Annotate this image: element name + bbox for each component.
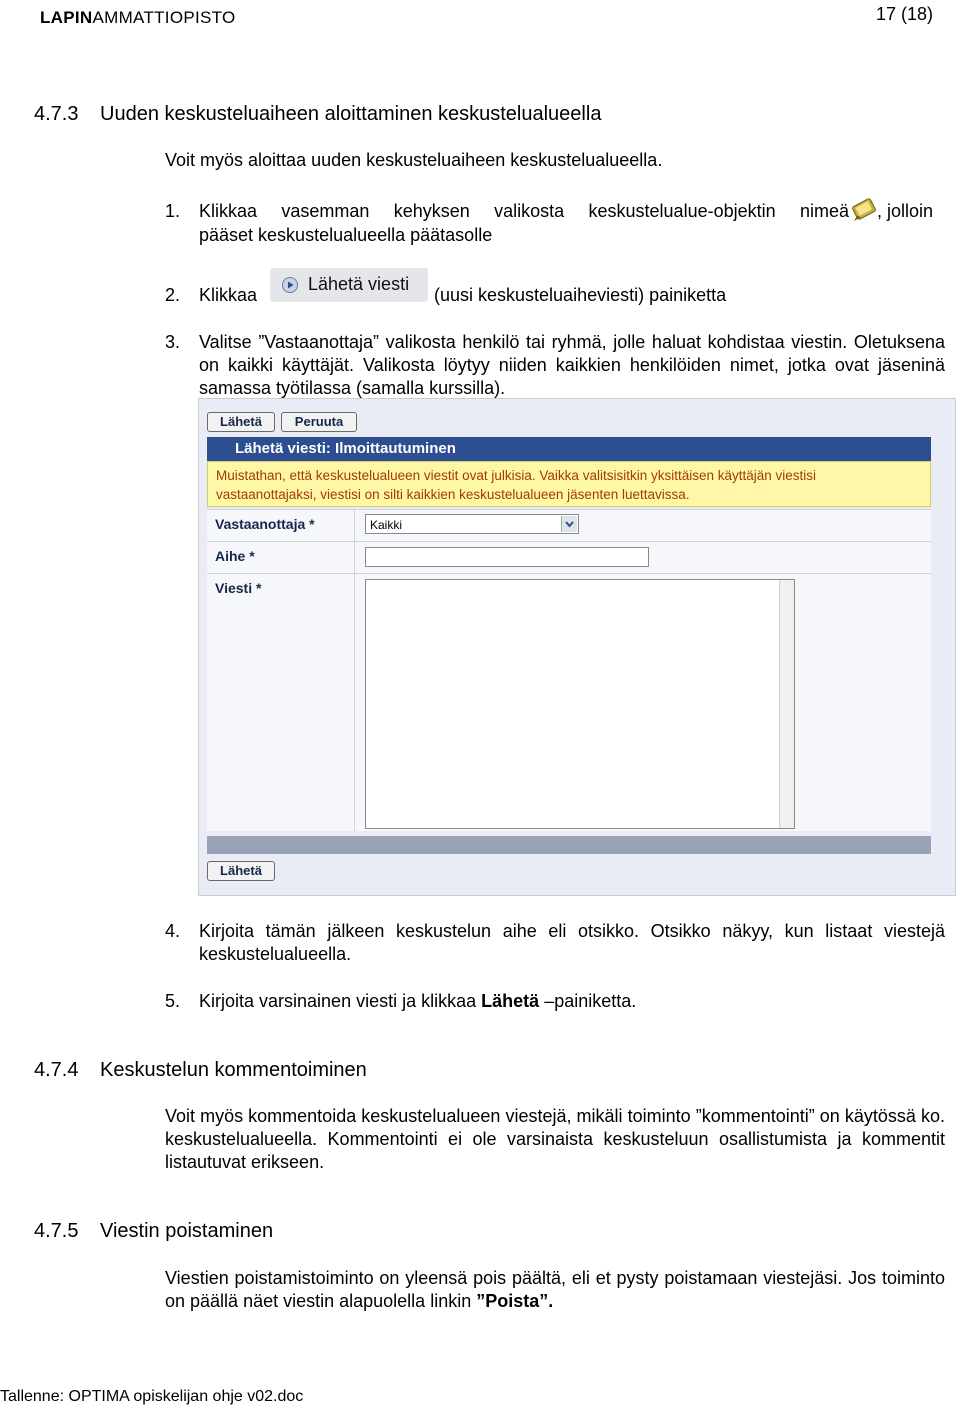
section-title-475: Viestin poistaminen [100,1220,274,1242]
step-5-number: 5. [165,991,181,1011]
send-message-button-label: Lähetä viesti [308,274,410,294]
recipient-label: Vastaanottaja * [207,510,355,541]
section-474-text: Voit myös kommentoida keskustelualueen viestejä, mikäli toiminto ”kommentointi” on käytössä ko. keskustelualueella. Kommentointi ei ole varsinaista keskusteluun osallistumista ja kommentit listautuvat erikseen. [165,1106,945,1172]
recipient-row [207,509,931,541]
step-4-text: Kirjoita tämän jälkeen keskustelun aihe eli otsikko. Otsikko näkyy, kun listaat viestejä keskustelualueella. [199,921,945,964]
notice-line-2: vastaanottajaksi, viestisi on silti kaikkien keskustelualueen jäsenten luettavissa. [216,487,690,502]
form-title: Lähetä viesti: Ilmoittautuminen [207,437,931,461]
step-5-text: Kirjoita varsinainen viesti ja klikkaa Lähetä –painiketta. [199,991,637,1011]
notice-line-1: Muistathan, että keskustelualueen viestit ovat julkisia. Vaikka valitsisitkin yksittäisen käyttäjän viestisi [216,468,817,483]
message-textarea[interactable] [365,579,795,829]
section-number-473: 4.7.3 [34,103,79,125]
section-475-text: Viestien poistamistoiminto on yleensä pois päältä, eli et pysty poistamaan viestejäsi. Jos toiminto on päällä näet viestin alapuolella linkin ”Poista”. [165,1268,945,1311]
step-1-text-cont: , jolloin [877,201,934,221]
subject-row [207,541,931,573]
step-1-text-line2: pääset keskustelualueella päätasolle [199,225,493,245]
logo: LAPINAMMATTIOPISTO [40,8,236,27]
form-screenshot [198,398,956,896]
step-2-text-cont: (uusi keskusteluaiheviesti) painiketta [434,285,727,305]
chevron-down-icon [561,516,577,532]
play-icon [282,277,298,298]
public-notice [207,461,931,507]
step-1-number: 1. [165,201,181,221]
send-message-button-image [270,268,428,302]
step-2-number: 2. [165,285,181,305]
step-3-number: 3. [165,332,181,352]
page-number: 17 (18) [876,4,934,24]
textarea-scrollbar[interactable] [779,580,794,828]
section-number-475: 4.7.5 [34,1220,79,1242]
step-2-text: Klikkaa [199,285,258,305]
send-button-bottom[interactable]: Lähetä [207,861,275,881]
message-label: Viesti * [207,574,355,831]
section-title-473: Uuden keskusteluaiheen aloittaminen keskustelualueella [100,103,602,125]
step-4-number: 4. [165,921,181,941]
step-1-text: Klikkaa vasemman kehyksen valikosta keskustelualue-objektin nimeä [199,201,849,221]
cancel-button[interactable]: Peruuta [281,412,357,432]
intro-text: Voit myös aloittaa uuden keskusteluaiheen keskustelualueella. [165,150,663,170]
recipient-select[interactable] [365,514,579,534]
section-number-474: 4.7.4 [34,1059,79,1081]
form-bottom-bar [207,836,931,854]
send-button-top[interactable]: Lähetä [207,412,275,432]
recipient-value: Kaikki [370,518,403,532]
footer-filename: Tallenne: OPTIMA opiskelijan ohje v02.doc [0,1388,304,1405]
step-3-text: Valitse ”Vastaanottaja” valikosta henkilö tai ryhmä, jolle haluat kohdistaa viestin. Oletuksena on kaikki käyttäjät. Valikosta löytyy niiden kaikkien henkilöiden nimet, jotka ovat jäseninä samassa työtilassa (samalla kurssilla). [199,332,945,398]
subject-label: Aihe * [207,542,355,573]
message-row [207,573,931,831]
section-title-474: Keskustelun kommentoiminen [100,1059,367,1081]
subject-input[interactable] [365,547,649,567]
discussion-area-icon [851,196,879,227]
